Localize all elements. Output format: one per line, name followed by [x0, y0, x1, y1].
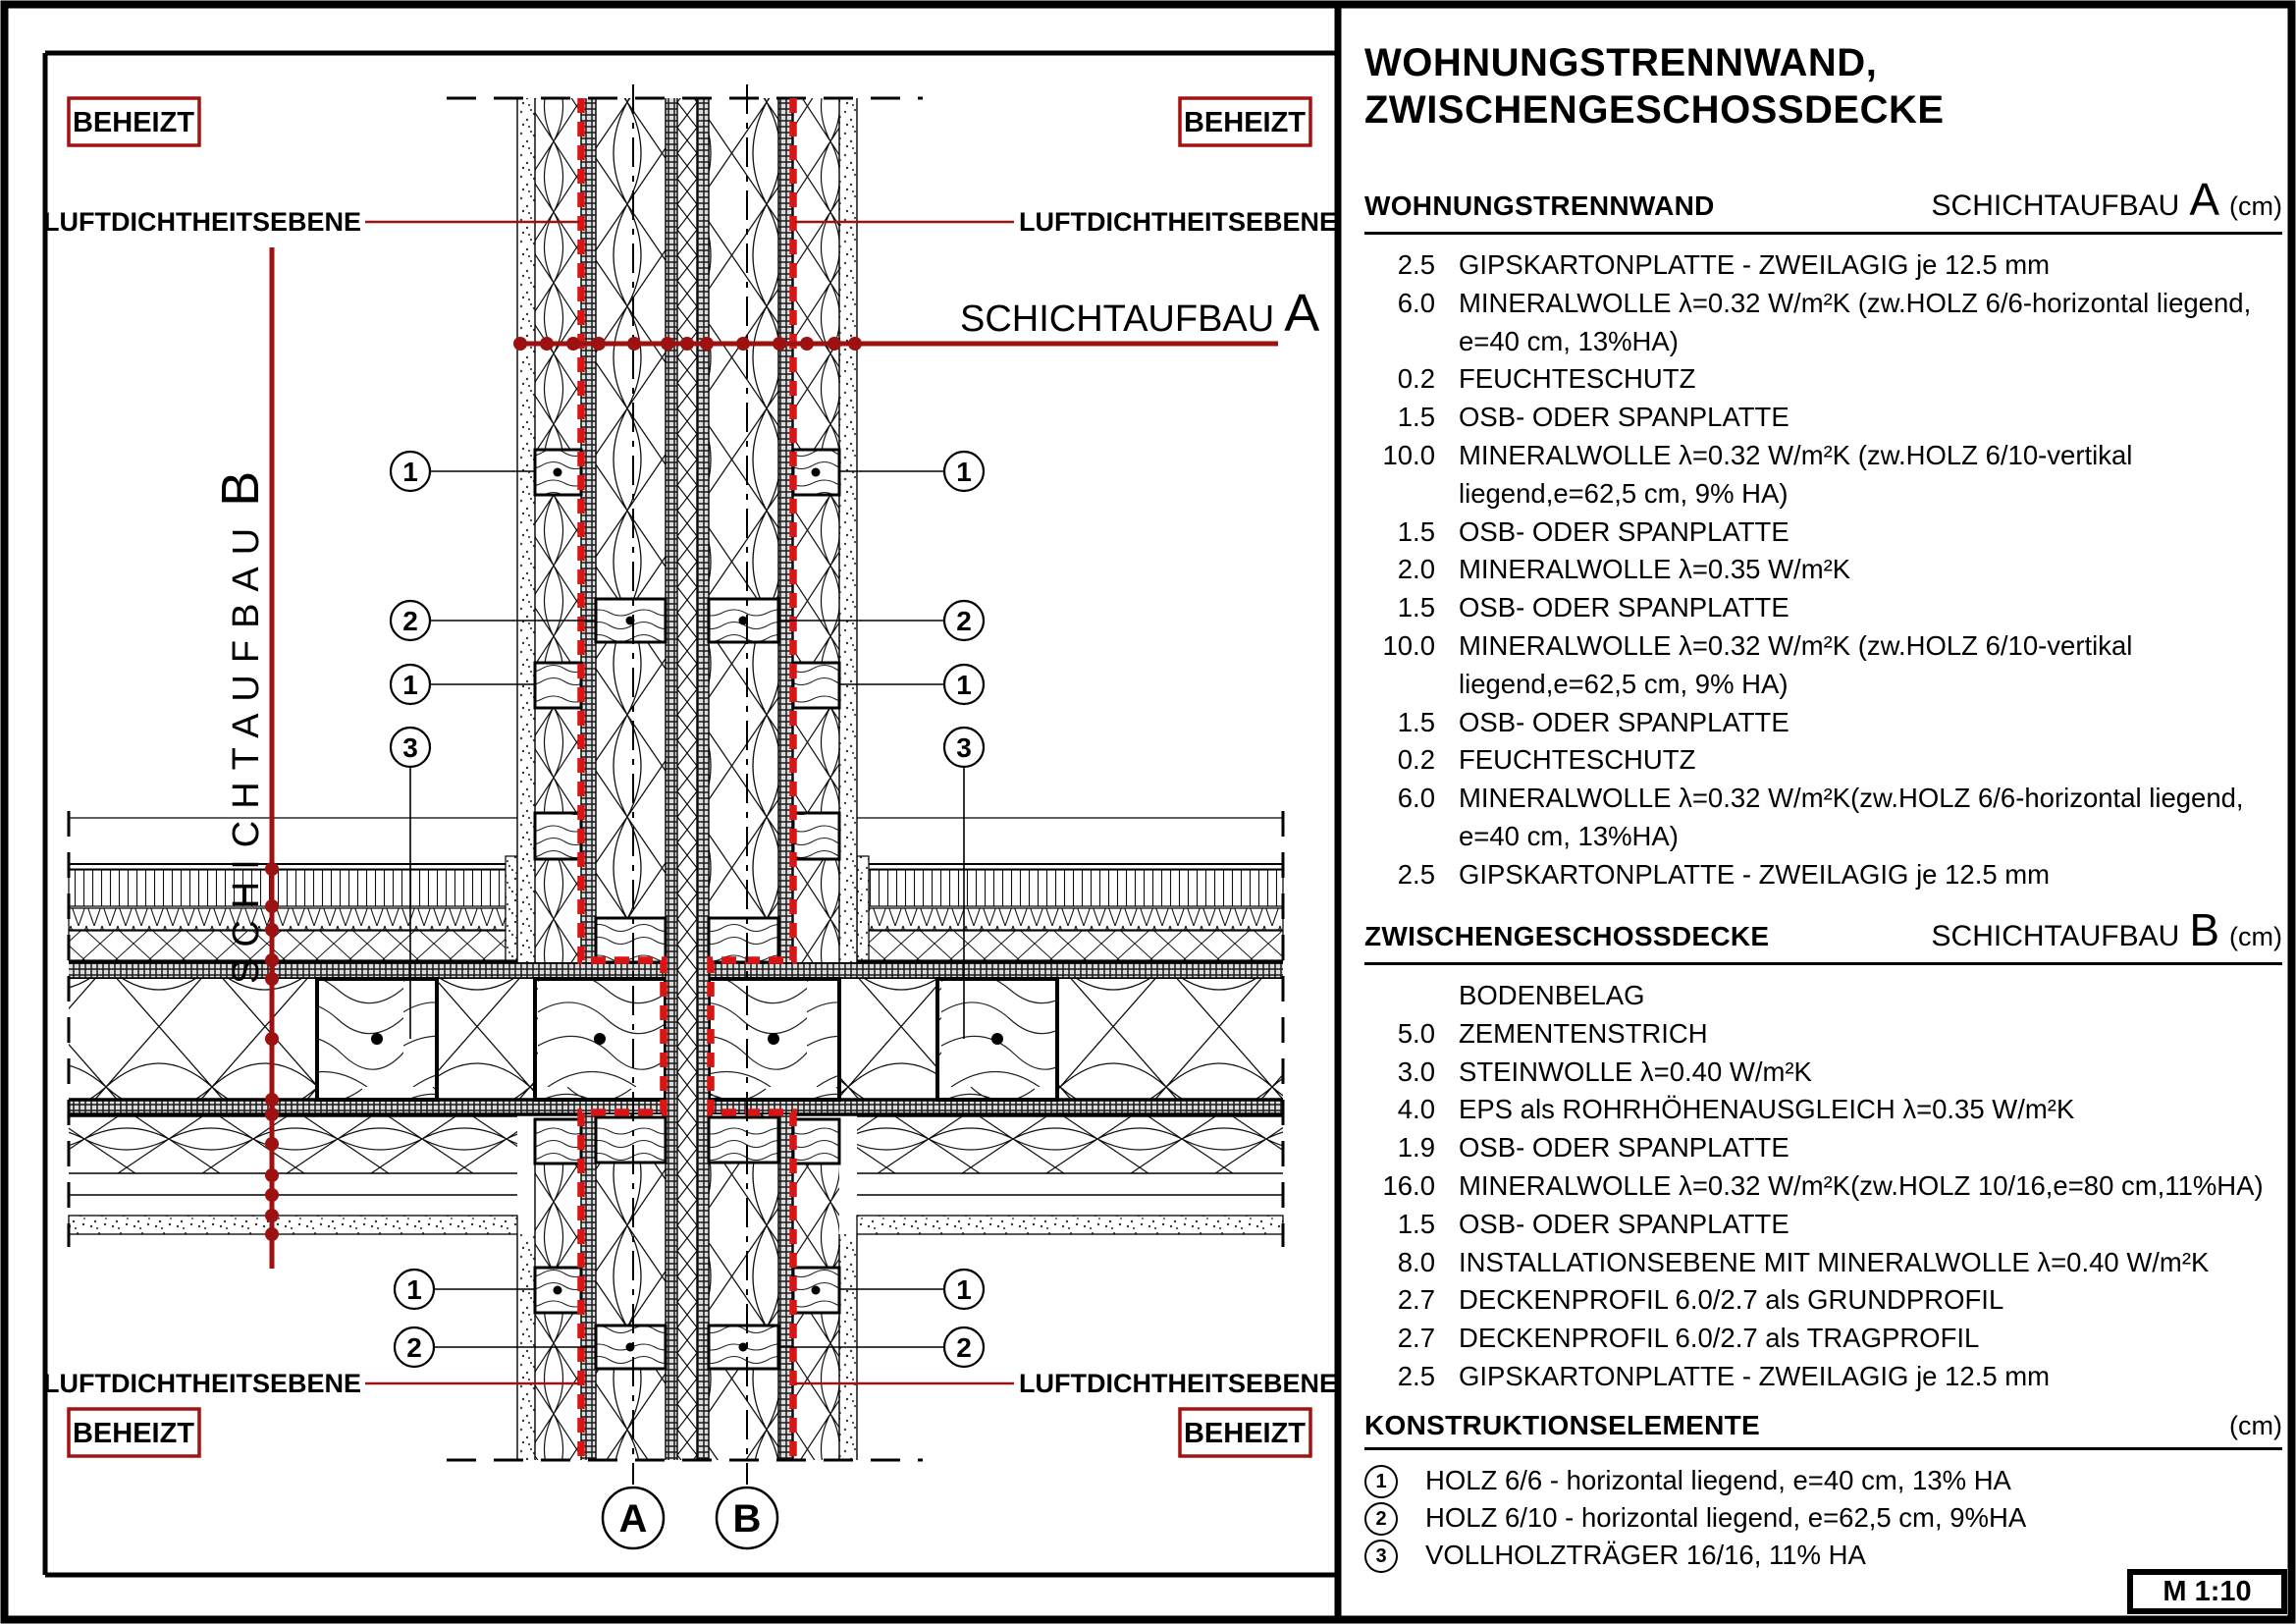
layer-row: 4.0 EPS als ROHRHÖHENAUSGLEICH λ=0.35 W/m²K — [1397, 1094, 2075, 1125]
schichtaufbau-a-title: SCHICHTAUFBAU A — [960, 284, 1320, 343]
beheizt-br: BEHEIZT — [1183, 1418, 1307, 1449]
schichtaufbau-b-title: SCHICHTAUFBAUB — [211, 459, 270, 984]
layer-row: 16.0 MINERALWOLLE λ=0.32 W/m²K(zw.HOLZ 10/16,e=80 cm,11%HA) — [1382, 1169, 2264, 1201]
callout-3r: 3 — [956, 732, 972, 763]
callout-1-bottom: 1 — [406, 1274, 422, 1305]
layer-row: 1.5 OSB- ODER SPANPLATTE — [1397, 515, 1789, 547]
gips-ceiling-right — [857, 1216, 1283, 1234]
eps-right — [869, 931, 1283, 960]
unit-cm: (cm) — [2229, 191, 2282, 221]
layer-row: 0.2 FEUCHTESCHUTZ — [1397, 363, 1696, 395]
callout-3: 3 — [402, 732, 418, 763]
layer-row: BODENBELAG — [1459, 980, 1645, 1010]
schichtaufbau-a-head: SCHICHTAUFBAU — [1931, 189, 2180, 222]
item-number-circle: 1 — [1364, 1465, 1398, 1498]
callout-1rb: 1 — [956, 670, 972, 700]
section-floor-heading: ZWISCHENGESCHOSSDECKE — [1364, 921, 1770, 951]
layer-row: 1.5 OSB- ODER SPANPLATTE — [1397, 1208, 1789, 1239]
installationsebene-right — [857, 1116, 1283, 1173]
randstreifen-right — [857, 856, 869, 960]
item-number-circle: 3 — [1364, 1540, 1398, 1573]
marker-a-label: A — [618, 1497, 648, 1541]
luftdicht-label-tl: LUFTDICHTHEITSEBENE — [43, 207, 361, 237]
luftdicht-label-tr: LUFTDICHTHEITSEBENE — [1019, 207, 1337, 237]
scale-box — [2127, 1569, 2287, 1614]
zementestrich-right — [869, 870, 1283, 906]
luftdicht-label-bl: LUFTDICHTHEITSEBENE — [43, 1369, 361, 1398]
layer-row: 10.0 MINERALWOLLE λ=0.32 W/m²K (zw.HOLZ 6/10-vertikal liegend,e=62,5 cm, 9% HA) — [1382, 439, 2133, 509]
layer-row: 1.5 OSB- ODER SPANPLATTE — [1397, 402, 1789, 433]
callout-1-bottom-r: 1 — [956, 1274, 972, 1305]
zementestrich-left — [69, 870, 506, 906]
section-konstruktion — [1364, 1410, 2282, 1574]
callout-1: 1 — [402, 457, 418, 487]
layer-row: 8.0 INSTALLATIONSEBENE MIT MINERALWOLLE λ=0.40 W/m²K — [1397, 1246, 2210, 1277]
layer-row: 0.2 FEUCHTESCHUTZ — [1397, 744, 1696, 776]
konstruktion-heading: KONSTRUKTIONSELEMENTE — [1364, 1410, 1760, 1440]
callout-2: 2 — [402, 606, 418, 636]
section-wall: WOHNUNGSTRENNWAND SCHICHTAUFBAU A (cm) 2.5 GIPSKARTONPLATTE - ZWEILAGIG je 12.5 mm 6.0 MINERALWOLLE λ=0.32 W/m²K (zw.HOLZ 6/6-horizontal liegend, e=40 cm, 13%HA) 0.2 FEUCHTESCHUTZ 1.5 OSB- ODER SPANPLATTE 10.0 MINERALWOLLE λ=0.32 W/m²K (zw.HOLZ 6/10-vertikal liegend,e=62,5 cm, 9% HA) 1.5 OSB- ODER SPANPLATTE 2.0 MINERALWOLLE λ=0.35 W/m²K 1.5 OSB- ODER SPANPLATTE 10.0 MINERALWOLLE λ=0.32 W/m²K (zw.HOLZ 6/10-vertikal liegend,e=62,5 cm, 9% HA) 1.5 OSB- ODER SPANPLATTE 0.2 FEUCHTESCHUTZ 6.0 MINERALWOLLE λ=0.32 W/m²K(zw.HOLZ 6/6-horizontal liegend, e=40 cm, 13%HA) 2.5 GIPSKARTONPLATTE - ZWEILAGIG je 12.5 mm — [1364, 173, 2282, 894]
title-line1: WOHNUNGSTRENNWAND, — [1364, 41, 1878, 84]
unit-cm: (cm) — [2229, 922, 2282, 951]
steinwolle-right — [869, 908, 1283, 930]
layer-row: 10.0 MINERALWOLLE λ=0.32 W/m²K (zw.HOLZ 6/10-vertikal liegend,e=62,5 cm, 9% HA) — [1382, 629, 2133, 699]
konstruktion-item: 2 HOLZ 6/10 - horizontal liegend, e=62,5 cm, 9%HA — [1364, 1499, 2282, 1537]
layer-list-b — [1364, 965, 2282, 1396]
layer-row: 3.0 STEINWOLLE λ=0.40 W/m²K — [1397, 1056, 1812, 1087]
section-floor: ZWISCHENGESCHOSSDECKE SCHICHTAUFBAU B (cm) BODENBELAG 5.0 ZEMENTENSTRICH 3.0 STEINWOLLE λ=0.40 W/m²K 4.0 EPS als ROHRHÖHENAUSGLEICH λ=0.35 W/m²K 1.9 OSB- ODER SPANPLATTE 16.0 MINERALWOLLE λ=0.32 W/m²K(zw.HOLZ 10/16,e=80 cm,11%HA) 1.5 OSB- ODER SPANPLATTE 8.0 INSTALLATIONSEBENE MIT MINERALWOLLE λ=0.40 W/m²K 2.7 DECKENPROFIL 6.0/2.7 als GRUNDPROFIL 2.7 DECKENPROFIL 6.0/2.7 als TRAGPROFIL 2.5 GIPSKARTONPLATTE - ZWEILAGIG je 12.5 mm — [1364, 903, 2282, 1396]
layer-row: 6.0 MINERALWOLLE λ=0.32 W/m²K(zw.HOLZ 6/6-horizontal liegend, e=40 cm, 13%HA) — [1397, 783, 2244, 851]
wall — [447, 98, 923, 1460]
gips-ceiling-left — [69, 1216, 517, 1234]
layer-row: 1.9 OSB- ODER SPANPLATTE — [1397, 1132, 1789, 1164]
drawing-title — [1364, 39, 1945, 134]
installationsebene-left — [69, 1116, 517, 1173]
layer-row: 2.5 GIPSKARTONPLATTE - ZWEILAGIG je 12.5 mm — [1397, 249, 2051, 280]
layer-row: 1.5 OSB- ODER SPANPLATTE — [1397, 706, 1789, 737]
layer-list-a — [1364, 235, 2282, 894]
callout-1b: 1 — [402, 670, 418, 700]
marker-b-label: B — [732, 1497, 762, 1541]
konstruktion-list — [1364, 1450, 2282, 1574]
item-number-circle: 2 — [1364, 1502, 1398, 1536]
title-line2: ZWISCHENGESCHOSSDECKE — [1364, 88, 1945, 132]
randstreifen-left — [506, 856, 517, 960]
layer-row: 2.7 DECKENPROFIL 6.0/2.7 als TRAGPROFIL — [1397, 1323, 1980, 1354]
beheizt-tl: BEHEIZT — [72, 107, 195, 138]
beheizt-tr: BEHEIZT — [1183, 107, 1307, 138]
luftdicht-label-br: LUFTDICHTHEITSEBENE — [1019, 1369, 1337, 1398]
konstruktion-item: 1 HOLZ 6/6 - horizontal liegend, e=40 cm, 13% HA — [1364, 1462, 2282, 1499]
unit-cm: (cm) — [2229, 1411, 2282, 1440]
layer-row: 1.5 OSB- ODER SPANPLATTE — [1397, 592, 1789, 623]
layer-row: 2.0 MINERALWOLLE λ=0.35 W/m²K — [1397, 554, 1851, 585]
scale-label: M 1:10 — [2163, 1575, 2252, 1607]
layer-row: 2.5 GIPSKARTONPLATTE - ZWEILAGIG je 12.5 mm — [1397, 858, 2051, 890]
konstruktion-item: 3 VOLLHOLZTRÄGER 16/16, 11% HA — [1364, 1537, 2282, 1574]
layer-row: 2.7 DECKENPROFIL 6.0/2.7 als GRUNDPROFIL — [1397, 1284, 2004, 1316]
beheizt-bl: BEHEIZT — [72, 1418, 195, 1449]
callout-2-bottom: 2 — [406, 1332, 422, 1363]
callout-2r: 2 — [956, 606, 972, 636]
eps-left — [69, 931, 506, 960]
steinwolle-left — [69, 908, 506, 930]
layer-row: 6.0 MINERALWOLLE λ=0.32 W/m²K (zw.HOLZ 6/6-horizontal liegend, e=40 cm, 13%HA) — [1397, 287, 2252, 356]
section-wall-heading: WOHNUNGSTRENNWAND — [1364, 190, 1715, 221]
callout-1r: 1 — [956, 457, 972, 487]
schichtaufbau-b-head: SCHICHTAUFBAU — [1931, 920, 2180, 952]
layer-row: 5.0 ZEMENTENSTRICH — [1397, 1017, 1708, 1049]
layer-row: 2.5 GIPSKARTONPLATTE - ZWEILAGIG je 12.5 mm — [1397, 1360, 2051, 1391]
callout-2-bottom-r: 2 — [956, 1332, 972, 1363]
